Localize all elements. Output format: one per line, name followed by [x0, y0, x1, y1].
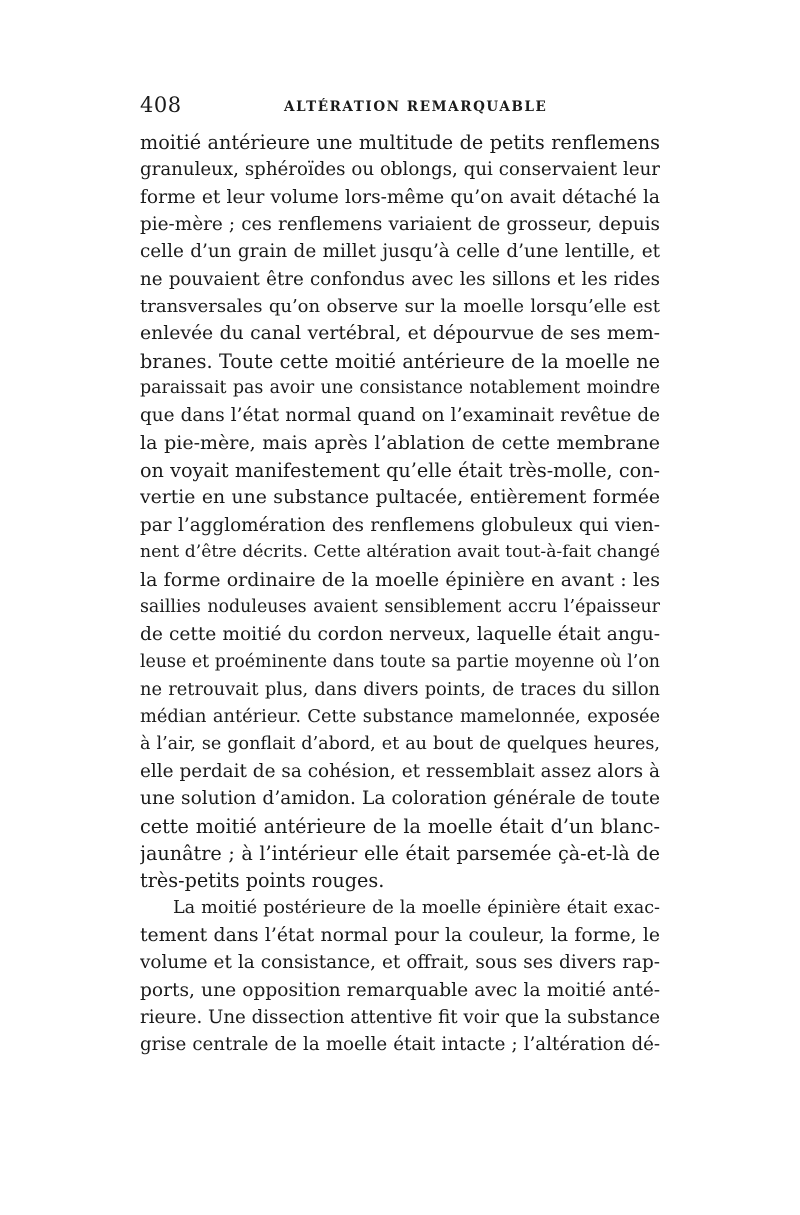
- text-line: pie-mère ; ces renflemens variaient de grosseur, depuis: [140, 214, 660, 236]
- text-line: moitié antérieure une multitude de petits renflemens: [140, 131, 660, 154]
- text-line: leuse et proéminente dans toute sa partie moyenne où l’on: [140, 651, 660, 672]
- text-line: médian antérieur. Cette substance mamelonnée, exposée: [140, 706, 660, 728]
- text-line: ne pouvaient être confondus avec les sillons et les rides: [140, 268, 660, 290]
- text-line: que dans l’état normal quand on l’examinait revêtue de: [140, 405, 660, 427]
- text-line: elle perdait de sa cohésion, et ressemblait assez alors à: [140, 760, 660, 782]
- running-title: ALTÉRATION REMARQUABLE: [284, 99, 548, 115]
- text-line: grise centrale de la moelle était intacte ; l’altération dé-: [140, 1034, 660, 1056]
- text-line: vertie en une substance pultacée, entièrement formée: [140, 487, 660, 509]
- text-line: nent d’être décrits. Cette altération avait tout-à-fait changé: [140, 542, 660, 563]
- page-number: 408: [140, 93, 182, 117]
- text-line: à l’air, se gonflait d’abord, et au bout de quelques heures,: [140, 733, 660, 754]
- text-line: jaunâtre ; à l’intérieur elle était parsemée çà-et-là de: [140, 841, 660, 865]
- text-line: la pie-mère, mais après l’ablation de cette membrane: [140, 431, 660, 454]
- text-line: transversales qu’on observe sur la moelle lorsqu’elle est: [140, 296, 660, 318]
- text-line: forme et leur volume lors-même qu’on avait détaché la: [140, 186, 660, 208]
- running-head: [140, 93, 660, 123]
- text-line: cette moitié antérieure de la moelle était d’un blanc-: [140, 814, 660, 838]
- paragraph-start-line: La moitié postérieure de la moelle épinière était exac-: [173, 897, 660, 918]
- text-line: saillies noduleuses avaient sensiblement accru l’épaisseur: [140, 596, 660, 617]
- text-line: ne retrouvait plus, dans divers points, de traces du sillon: [140, 678, 660, 700]
- text-line: de cette moitié du cordon nerveux, laquelle était angu-: [140, 624, 660, 646]
- text-line: rieure. Une dissection attentive fit voir que la substance: [140, 1007, 660, 1028]
- paragraph-end-line: très-petits points rouges.: [140, 869, 385, 893]
- text-line: volume et la consistance, et offrait, sous ses divers rap-: [140, 952, 660, 974]
- text-line: ports, une opposition remarquable avec la moitié anté-: [140, 979, 660, 1001]
- text-line: enlevée du canal vertébral, et dépourvue de ses mem-: [140, 323, 660, 345]
- text-line: par l’agglomération des renflemens globuleux qui vien-: [140, 514, 660, 536]
- text-line: tement dans l’état normal pour la couleur, la forme, le: [140, 924, 660, 946]
- text-line: celle d’un grain de millet jusqu’à celle d’une lentille, et: [140, 241, 660, 263]
- text-line: branes. Toute cette moitié antérieure de la moelle ne: [140, 349, 660, 373]
- text-line: on voyait manifestement qu’elle était très-molle, con-: [140, 459, 660, 483]
- text-line: granuleux, sphéroïdes ou oblongs, qui conservaient leur: [140, 159, 660, 181]
- text-line: paraissait pas avoir une consistance notablement moindre: [140, 378, 660, 399]
- text-line: la forme ordinaire de la moelle épinière en avant : les: [140, 568, 660, 591]
- body-text: [140, 129, 660, 1059]
- text-line: une solution d’amidon. La coloration générale de toute: [140, 788, 660, 810]
